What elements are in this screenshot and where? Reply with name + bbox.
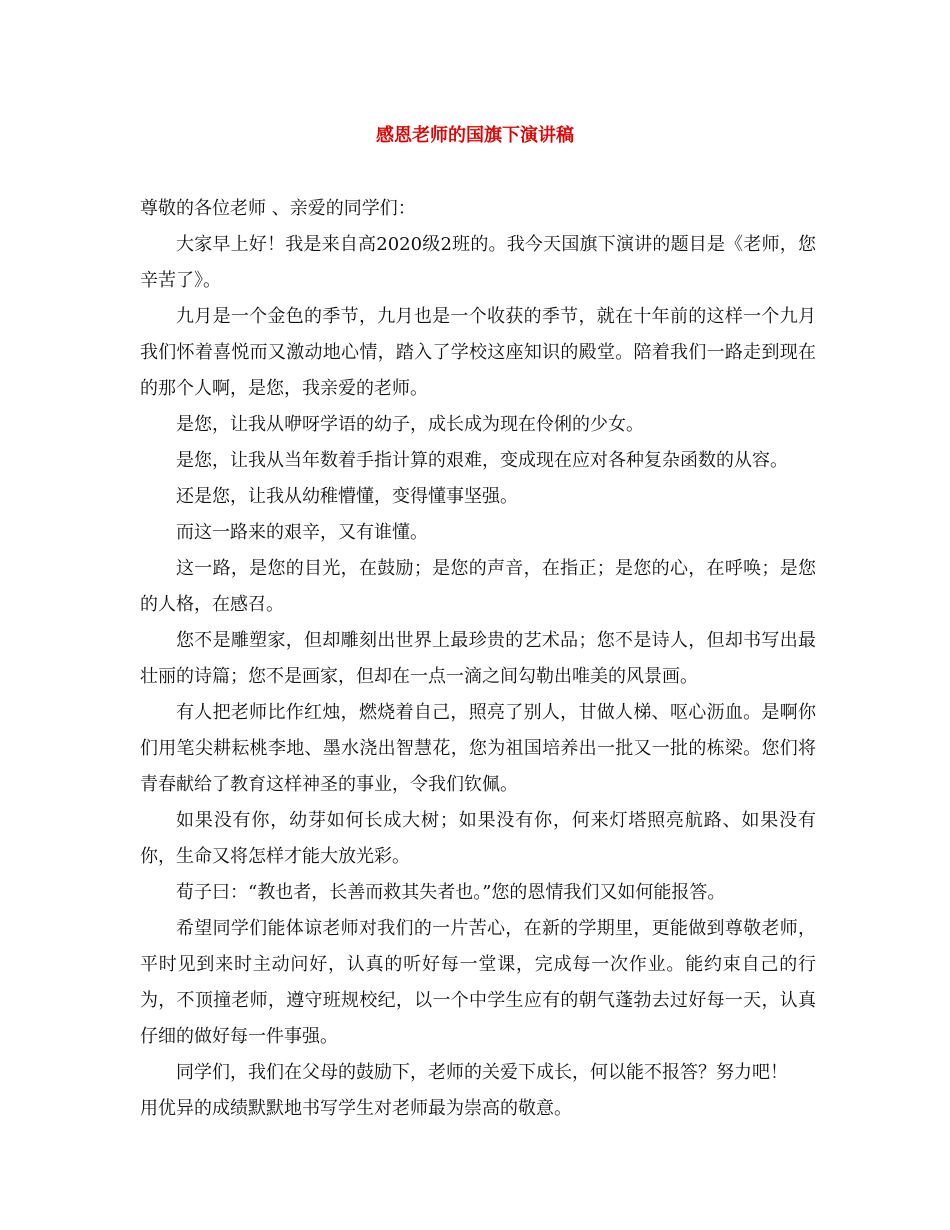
- document-title: 感恩老师的国旗下演讲稿: [376, 125, 574, 146]
- paragraph-1: 大家早上好！我是来自高2020级2班的。我今天国旗下演讲的题目是《老师，您辛苦了》。: [140, 234, 816, 291]
- paragraph-11: 荀子曰：“教也者，长善而救其失者也。”您的恩情我们又如何能报答。: [176, 882, 726, 903]
- closing-line: 用优异的成绩默默地书写学生对老师最为崇高的敬意。: [140, 1098, 572, 1119]
- paragraph-9: 有人把老师比作红烛，燃烧着自己，照亮了别人，甘做人梯、呕心沥血。是啊你们用笔尖耕耘桃李地、墨水浇出智慧花，您为祖国培养出一批又一批的栋梁。您们将青春献给了教育这样神圣的事业，令我们钦佩。: [140, 702, 816, 795]
- paragraph-13: 同学们，我们在父母的鼓励下，老师的关爱下成长，何以能不报答？努力吧！: [176, 1062, 788, 1083]
- paragraph-3: 是您，让我从咿呀学语的幼子，成长成为现在伶俐的少女。: [176, 414, 644, 435]
- paragraph-8: 您不是雕塑家，但却雕刻出世界上最珍贵的艺术品；您不是诗人，但却书写出最壮丽的诗篇；您不是画家，但却在一点一滴之间勾勒出唯美的风景画。: [140, 630, 816, 687]
- paragraph-5: 还是您，让我从幼稚懵懂，变得懂事坚强。: [176, 486, 518, 507]
- paragraph-7: 这一路，是您的目光，在鼓励；是您的声音，在指正；是您的心，在呼唤；是您的人格，在感召。: [140, 558, 816, 615]
- paragraph-12: 希望同学们能体谅老师对我们的一片苦心，在新的学期里，更能做到尊敬老师，平时见到来时主动问好，认真的听好每一堂课，完成每一次作业。能约束自己的行为，不顶撞老师，遵守班规校纪，以一个中学生应有的朝气蓬勃去过好每一天，认真仔细的做好每一件事强。: [140, 918, 816, 1047]
- paragraph-4: 是您，让我从当年数着手指计算的艰难，变成现在应对各种复杂函数的从容。: [176, 450, 788, 471]
- paragraph-2: 九月是一个金色的季节，九月也是一个收获的季节，就在十年前的这样一个九月我们怀着喜悦而又激动地心情，踏入了学校这座知识的殿堂。陪着我们一路走到现在的那个人啊，是您，我亲爱的老师。: [140, 306, 816, 399]
- document-body: [140, 191, 816, 1127]
- paragraph-10: 如果没有你，幼芽如何长成大树；如果没有你，何来灯塔照亮航路、如果没有你，生命又将怎样才能大放光彩。: [140, 810, 816, 867]
- salutation: 尊敬的各位老师 、亲爱的同学们：: [140, 198, 416, 219]
- paragraph-6: 而这一路来的艰辛，又有谁懂。: [176, 522, 428, 543]
